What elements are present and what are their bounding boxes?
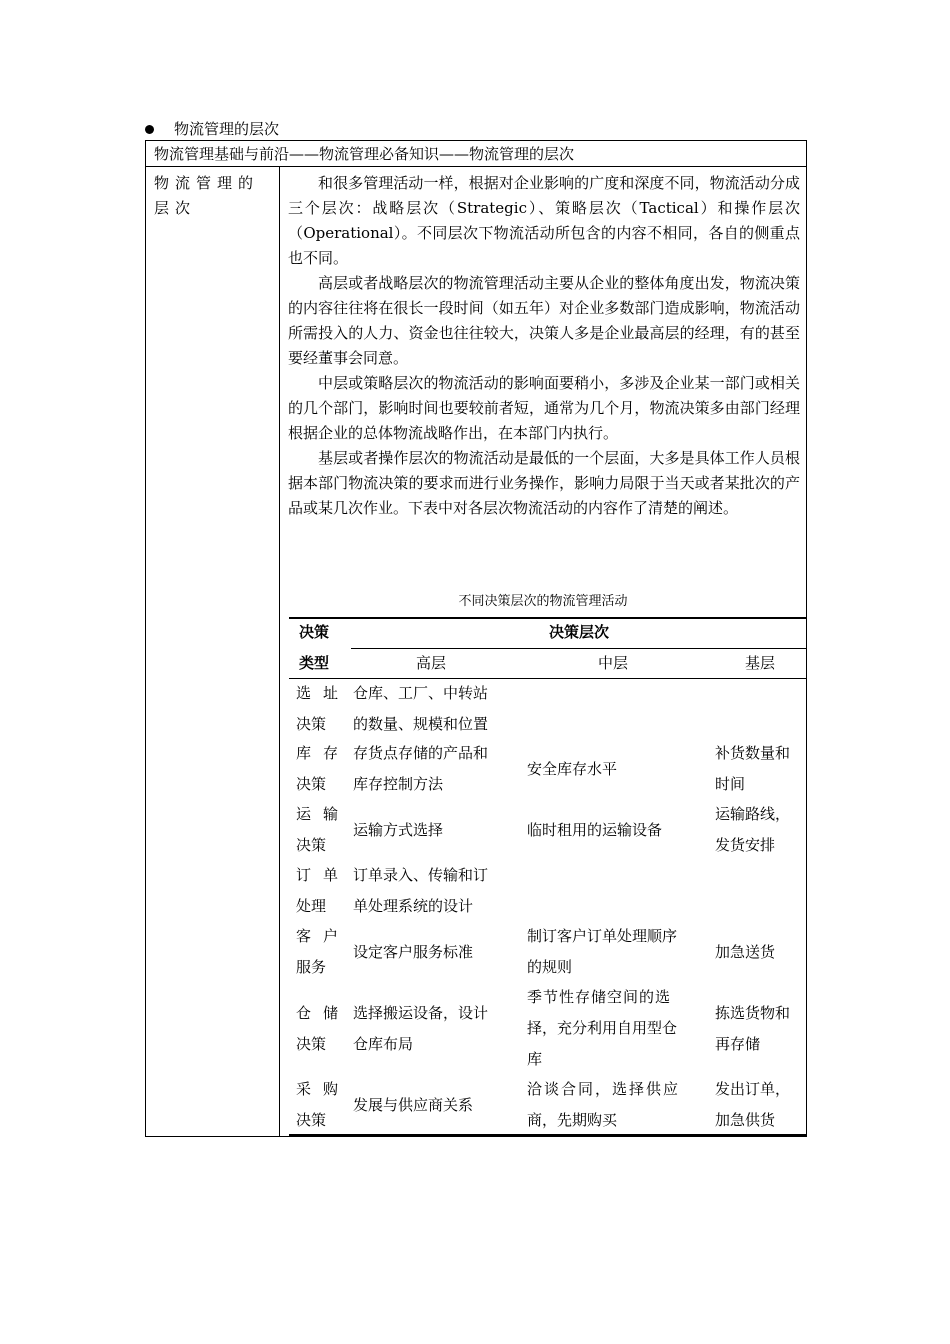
row-mid: 择，充分利用自用型仓 xyxy=(527,1019,678,1037)
row-low: 加急送货 xyxy=(715,943,776,961)
content-cell xyxy=(280,167,806,1136)
row-high: 的数量、规模和位置 xyxy=(353,715,489,733)
body-text xyxy=(288,171,800,521)
row-type: 决策 xyxy=(296,715,327,733)
outer-table xyxy=(145,140,807,1137)
row-type: 处理 xyxy=(296,897,327,915)
row-type: 决策 xyxy=(296,836,327,854)
row-high: 单处理系统的设计 xyxy=(353,897,474,915)
row-high: 订单录入、传输和订 xyxy=(353,866,489,884)
bullet-dot-icon xyxy=(145,125,154,134)
row-mid: 洽谈合同，选择供应 xyxy=(527,1080,681,1098)
paragraph: 高层或者战略层次的物流管理活动主要从企业的整体角度出发，物流决策的内容往往将在很长一段时间（如五年）对企业多数部门造成影响，物流活动所需投入的人力、资金也往往较大，决策人多是企业最高层的经理，有的甚至要经董事会同意。 xyxy=(288,274,800,367)
col-mid-header: 中层 xyxy=(597,654,628,672)
row-low: 运输路线， xyxy=(715,805,791,823)
row-low: 时间 xyxy=(715,775,746,793)
paragraph: 基层或者操作层次的物流活动是最低的一个层面，大多是具体工作人员根据本部门物流决策的要求而进行业务操作，影响力局限于当天或者某批次的产品或某几次作业。下表中对各层次物流活动的内容作了清楚的阐述。 xyxy=(288,449,800,517)
row-low: 再存储 xyxy=(715,1035,761,1053)
row-type: 决策 xyxy=(296,1111,327,1129)
row-type: 决策 xyxy=(296,775,327,793)
inner-table-caption: 不同决策层次的物流管理活动 xyxy=(458,594,628,609)
row-type: 仓储 xyxy=(296,1004,351,1022)
row-low: 加急供货 xyxy=(715,1111,776,1129)
col-type-line2: 类型 xyxy=(299,654,330,672)
row-type: 订单 xyxy=(296,866,351,884)
inner-table xyxy=(289,617,807,1136)
row-low: 拣选货物和 xyxy=(715,1004,791,1022)
row-high: 仓库、工厂、中转站 xyxy=(353,684,489,702)
row-high: 库存控制方法 xyxy=(353,775,444,793)
row-type: 服务 xyxy=(296,958,327,976)
col-high-header: 高层 xyxy=(415,654,446,672)
row-high: 仓库布局 xyxy=(353,1035,414,1053)
row-mid: 临时租用的运输设备 xyxy=(527,821,663,839)
row-mid: 的规则 xyxy=(527,958,573,976)
paragraph: 和很多管理活动一样，根据对企业影响的广度和深度不同，物流活动分成三个层次：战略层次（Strategic）、策略层次（Tactical）和操作层次（Operational）。不同层次下物流活动所包含的内容不相同，各自的侧重点也不同。 xyxy=(288,174,800,267)
row-type: 决策 xyxy=(296,1035,327,1053)
row-high: 选择搬运设备，设计 xyxy=(353,1004,489,1022)
col-type-line1: 决策 xyxy=(299,623,330,641)
left-label: 物流管理的层次 xyxy=(154,174,260,217)
row-high: 运输方式选择 xyxy=(353,821,444,839)
row-low: 补货数量和 xyxy=(715,744,791,762)
row-high: 设定客户服务标准 xyxy=(353,943,474,961)
row-mid: 商，先期购买 xyxy=(527,1111,618,1129)
row-mid: 制订客户订单处理顺序 xyxy=(527,927,678,945)
table-header: 物流管理基础与前沿——物流管理必备知识——物流管理的层次 xyxy=(146,141,806,167)
bullet-heading xyxy=(145,118,279,140)
row-high: 存货点存储的产品和 xyxy=(353,744,489,762)
row-mid: 库 xyxy=(527,1050,543,1068)
row-type: 运输 xyxy=(296,805,351,823)
row-mid: 季节性存储空间的选 xyxy=(527,988,672,1006)
paragraph: 中层或策略层次的物流活动的影响面要稍小，多涉及企业某一部门或相关的几个部门，影响时间也要较前者短，通常为几个月，物流决策多由部门经理根据企业的总体物流战略作出，在本部门内执行。 xyxy=(288,374,800,442)
bullet-title: 物流管理的层次 xyxy=(174,120,280,138)
row-type: 客户 xyxy=(296,927,351,945)
row-mid: 安全库存水平 xyxy=(527,760,618,778)
row-high: 发展与供应商关系 xyxy=(353,1096,474,1114)
row-type: 库存 xyxy=(296,744,351,762)
row-type: 选址 xyxy=(296,684,351,702)
left-label-cell xyxy=(146,167,280,1136)
col-low-header: 基层 xyxy=(744,654,775,672)
row-low: 发货安排 xyxy=(715,836,776,854)
row-low: 发出订单， xyxy=(715,1080,791,1098)
row-type: 采购 xyxy=(296,1080,351,1098)
col-group-header: 决策层次 xyxy=(548,623,609,641)
